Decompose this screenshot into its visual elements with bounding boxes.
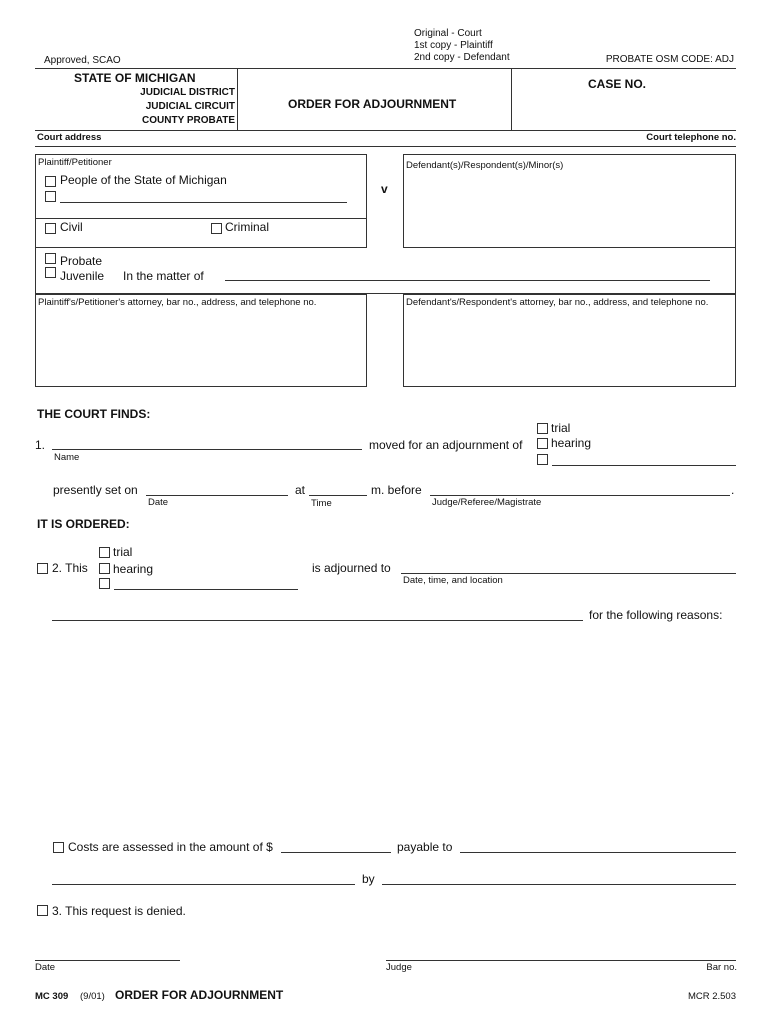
other-checkbox-1[interactable] bbox=[537, 454, 548, 465]
form-id: MC 309 bbox=[35, 991, 69, 1002]
payable-to-label: payable to bbox=[397, 840, 453, 854]
judge-field[interactable] bbox=[430, 495, 730, 496]
trial-label-2: trial bbox=[113, 545, 133, 559]
other-field-2[interactable] bbox=[114, 589, 298, 590]
probate-label: Probate bbox=[60, 254, 103, 268]
date-signature-line[interactable] bbox=[35, 960, 180, 961]
hearing-checkbox-1[interactable] bbox=[537, 438, 548, 449]
trial-checkbox-1[interactable] bbox=[537, 423, 548, 434]
header-top-rule bbox=[35, 68, 736, 69]
other-field-1[interactable] bbox=[552, 465, 736, 466]
date-time-location-caption: Date, time, and location bbox=[403, 575, 503, 586]
sentence-period: . bbox=[731, 483, 735, 497]
approved-label: Approved, SCAO bbox=[44, 55, 121, 66]
case-box-divider bbox=[511, 68, 512, 130]
matter-of-field[interactable] bbox=[225, 280, 710, 281]
osm-code: PROBATE OSM CODE: ADJ bbox=[605, 54, 734, 65]
judicial-circuit-label: JUDICIAL CIRCUIT bbox=[145, 101, 235, 112]
copy-original: Original - Court bbox=[414, 28, 482, 39]
item-3-label: 3. This request is denied. bbox=[52, 904, 186, 918]
court-box-divider bbox=[237, 68, 238, 130]
time-field[interactable] bbox=[309, 495, 367, 496]
name-caption: Name bbox=[54, 452, 80, 463]
judge-caption: Judge/Referee/Magistrate bbox=[432, 497, 542, 508]
date-field[interactable] bbox=[146, 495, 288, 496]
date-caption: Date bbox=[148, 497, 169, 508]
trial-checkbox-2[interactable] bbox=[99, 547, 110, 558]
plaintiff-attorney-label: Plaintiff's/Petitioner's attorney, bar no., address, and telephone no. bbox=[38, 297, 317, 308]
reasons-label: for the following reasons: bbox=[589, 608, 723, 622]
plaintiff-box bbox=[35, 154, 367, 248]
adjourned-to-label: is adjourned to bbox=[312, 561, 391, 575]
plaintiff-label: Plaintiff/Petitioner bbox=[38, 157, 112, 168]
footer-judge-label: Judge bbox=[386, 962, 412, 973]
criminal-label: Criminal bbox=[225, 220, 270, 234]
judicial-district-label: JUDICIAL DISTRICT bbox=[140, 87, 235, 98]
court-phone-label: Court telephone no. bbox=[646, 132, 736, 143]
hearing-label-1: hearing bbox=[551, 436, 592, 450]
form-title: ORDER FOR ADJOURNMENT bbox=[288, 97, 457, 111]
costs-party-field[interactable] bbox=[52, 884, 355, 885]
juvenile-checkbox[interactable] bbox=[45, 267, 56, 278]
costs-checkbox[interactable] bbox=[53, 842, 64, 853]
copy-second: 2nd copy - Defendant bbox=[414, 52, 510, 63]
defendant-attorney-label: Defendant's/Respondent's attorney, bar no., address, and telephone no. bbox=[406, 297, 709, 308]
item-2-checkbox[interactable] bbox=[37, 563, 48, 574]
state-label: STATE OF MICHIGAN bbox=[74, 71, 196, 85]
item-1-number: 1. bbox=[35, 438, 46, 452]
court-rule: MCR 2.503 bbox=[687, 991, 736, 1002]
other-plaintiff-field[interactable] bbox=[60, 202, 347, 203]
footer-bar-no-label: Bar no. bbox=[706, 962, 737, 973]
presently-set-label: presently set on bbox=[53, 483, 138, 497]
hearing-checkbox-2[interactable] bbox=[99, 563, 110, 574]
header-bottom-rule bbox=[35, 130, 736, 131]
plaintiff-case-type-rule bbox=[35, 218, 367, 219]
time-caption: Time bbox=[311, 498, 332, 509]
findings-heading: THE COURT FINDS: bbox=[37, 407, 151, 421]
ordered-heading: IT IS ORDERED: bbox=[37, 517, 130, 531]
hearing-label-2: hearing bbox=[113, 562, 154, 576]
people-label: People of the State of Michigan bbox=[60, 173, 227, 187]
payable-to-field[interactable] bbox=[460, 852, 736, 853]
probate-checkbox[interactable] bbox=[45, 253, 56, 264]
other-checkbox-2[interactable] bbox=[99, 578, 110, 589]
footer-form-name: ORDER FOR ADJOURNMENT bbox=[115, 988, 284, 1002]
by-label: by bbox=[362, 872, 375, 886]
matter-of-label: In the matter of bbox=[123, 269, 204, 283]
case-no-label: CASE NO. bbox=[588, 77, 647, 91]
costs-label: Costs are assessed in the amount of $ bbox=[68, 840, 273, 854]
costs-amount-field[interactable] bbox=[281, 852, 391, 853]
defendant-label: Defendant(s)/Respondent(s)/Minor(s) bbox=[406, 160, 564, 171]
at-label: at bbox=[295, 483, 306, 497]
court-address-label: Court address bbox=[37, 132, 102, 143]
address-rule bbox=[35, 146, 736, 147]
civil-label: Civil bbox=[60, 220, 83, 234]
criminal-checkbox[interactable] bbox=[211, 223, 222, 234]
versus-label: v bbox=[381, 182, 388, 196]
other-plaintiff-checkbox[interactable] bbox=[45, 191, 56, 202]
county-probate-label: COUNTY PROBATE bbox=[142, 115, 235, 126]
footer-date-label: Date bbox=[35, 962, 56, 973]
juvenile-label: Juvenile bbox=[60, 269, 105, 283]
item-2-label: 2. This bbox=[52, 561, 88, 575]
adjourned-to-field[interactable] bbox=[401, 573, 736, 574]
judge-signature-line[interactable] bbox=[386, 960, 736, 961]
copy-first: 1st copy - Plaintiff bbox=[414, 40, 493, 51]
people-checkbox[interactable] bbox=[45, 176, 56, 187]
item-3-checkbox[interactable] bbox=[37, 905, 48, 916]
trial-label-1: trial bbox=[551, 421, 571, 435]
civil-checkbox[interactable] bbox=[45, 223, 56, 234]
moved-text: moved for an adjournment of bbox=[369, 438, 523, 452]
form-revision: (9/01) bbox=[80, 991, 105, 1002]
reasons-field[interactable] bbox=[52, 620, 583, 621]
by-field[interactable] bbox=[382, 884, 736, 885]
name-field[interactable] bbox=[52, 449, 362, 450]
m-before-label: m. before bbox=[371, 483, 422, 497]
